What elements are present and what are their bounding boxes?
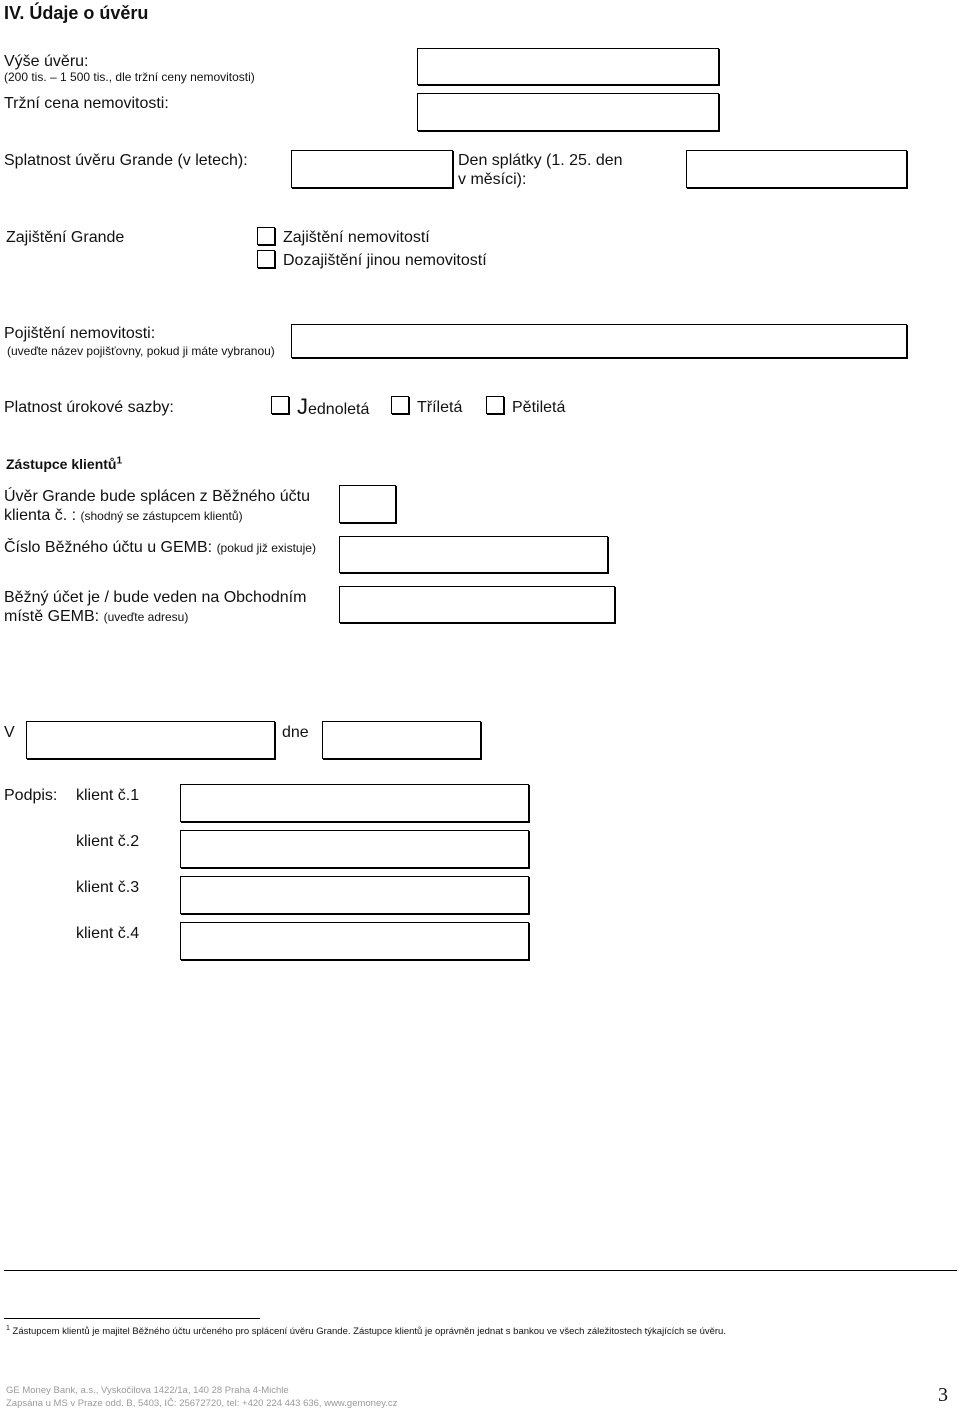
collateral-property-label: Zajištění nemovitostí [283,229,430,246]
collateral-other-property-checkbox[interactable] [257,250,275,268]
page-rule [4,1270,957,1271]
signature-client-1-input[interactable] [180,784,529,822]
insurance-input[interactable] [291,324,907,358]
representative-title-text: Zástupce klientů [6,456,117,472]
collateral-other-property-label: Dozajištění jinou nemovitostí [283,252,487,269]
collateral-label: Zajištění Grande [6,229,125,246]
corporate-info-line2: Zapsána u MS v Praze odd. B, 5403, IČ: 25672720, tel: +420 224 443 636, www.gemoney.cz [6,1398,398,1409]
maturity-label: Splatnost úvěru Grande (v letech): [4,152,248,169]
account-number-label [4,538,316,558]
repay-account-line2-text: klienta č. : [4,507,77,524]
account-number-hint: (pokud již existuje) [216,541,316,555]
loan-amount-hint: (200 tis. – 1 500 tis., dle tržní ceny nemovitosti) [4,70,255,84]
signature-client-2-input[interactable] [180,830,529,868]
loan-amount-label: Výše úvěru: [4,53,89,70]
repay-account-line1: Úvěr Grande bude splácen z Běžného účtu [4,488,310,505]
rate-one-year-rest: ednoletá [308,401,370,418]
payment-day-label-line1: Den splátky (1. 25. den [458,152,623,169]
rate-five-year-label: Pětiletá [512,399,566,416]
account-number-label-text: Číslo Běžného účtu u GEMB: [4,539,213,556]
payment-day-label-line2: v měsíci): [458,171,527,188]
representative-footnote-ref: 1 [116,455,123,467]
branch-line2-text: místě GEMB: [4,608,100,625]
section-title: IV. Údaje o úvěru [4,3,149,23]
market-price-label: Tržní cena nemovitosti: [4,95,169,112]
rate-one-year-checkbox[interactable] [271,396,289,414]
footnote-number: 1 [6,1324,10,1332]
signature-client-3-input[interactable] [180,876,529,914]
collateral-property-checkbox[interactable] [257,227,275,245]
rate-one-year-label [297,394,369,420]
rate-one-year-initial: J [297,394,308,419]
repay-client-number-input[interactable] [339,485,396,523]
place-input[interactable] [26,721,275,759]
signature-client-3-label: klient č.3 [76,879,140,896]
signature-client-2-label: klient č.2 [76,833,140,850]
branch-line2 [4,607,188,627]
insurance-label: Pojištění nemovitosti: [4,325,156,342]
payment-day-input[interactable] [686,150,907,188]
corporate-info-line1: GE Money Bank, a.s., Vyskočilova 1422/1a, 140 28 Praha 4-Michle [6,1385,289,1396]
rate-five-year-checkbox[interactable] [486,396,504,414]
repay-account-hint: (shodný se zástupcem klientů) [80,509,243,523]
signature-client-4-input[interactable] [180,922,529,960]
representative-title [6,456,122,472]
place-label: V [4,724,15,741]
date-label: dne [282,724,309,741]
insurance-hint: (uveďte název pojišťovny, pokud ji máte vybranou) [7,344,275,358]
footnote [6,1326,946,1338]
signature-client-1-label: klient č.1 [76,787,140,804]
date-input[interactable] [322,721,481,759]
branch-hint: (uveďte adresu) [103,610,189,624]
page-number: 3 [938,1384,948,1406]
rate-three-year-label: Tříletá [417,399,463,416]
market-price-input[interactable] [417,93,719,131]
maturity-input[interactable] [291,150,453,188]
branch-input[interactable] [339,586,615,623]
branch-line1: Běžný účet je / bude veden na Obchodním [4,589,307,606]
footnote-separator [4,1318,260,1319]
signature-client-4-label: klient č.4 [76,925,140,942]
account-number-input[interactable] [339,536,608,573]
repay-account-line2 [4,506,243,526]
rate-three-year-checkbox[interactable] [391,396,409,414]
signature-label: Podpis: [4,787,58,804]
footnote-text: Zástupcem klientů je majitel Běžného účtu určeného pro splácení úvěru Grande. Zástupce klientů je oprávněn jednat s bankou ve všech záležitostech týkajících se úvěru. [12,1326,726,1337]
rate-validity-label: Platnost úrokové sazby: [4,399,174,416]
loan-amount-input[interactable] [417,48,719,85]
